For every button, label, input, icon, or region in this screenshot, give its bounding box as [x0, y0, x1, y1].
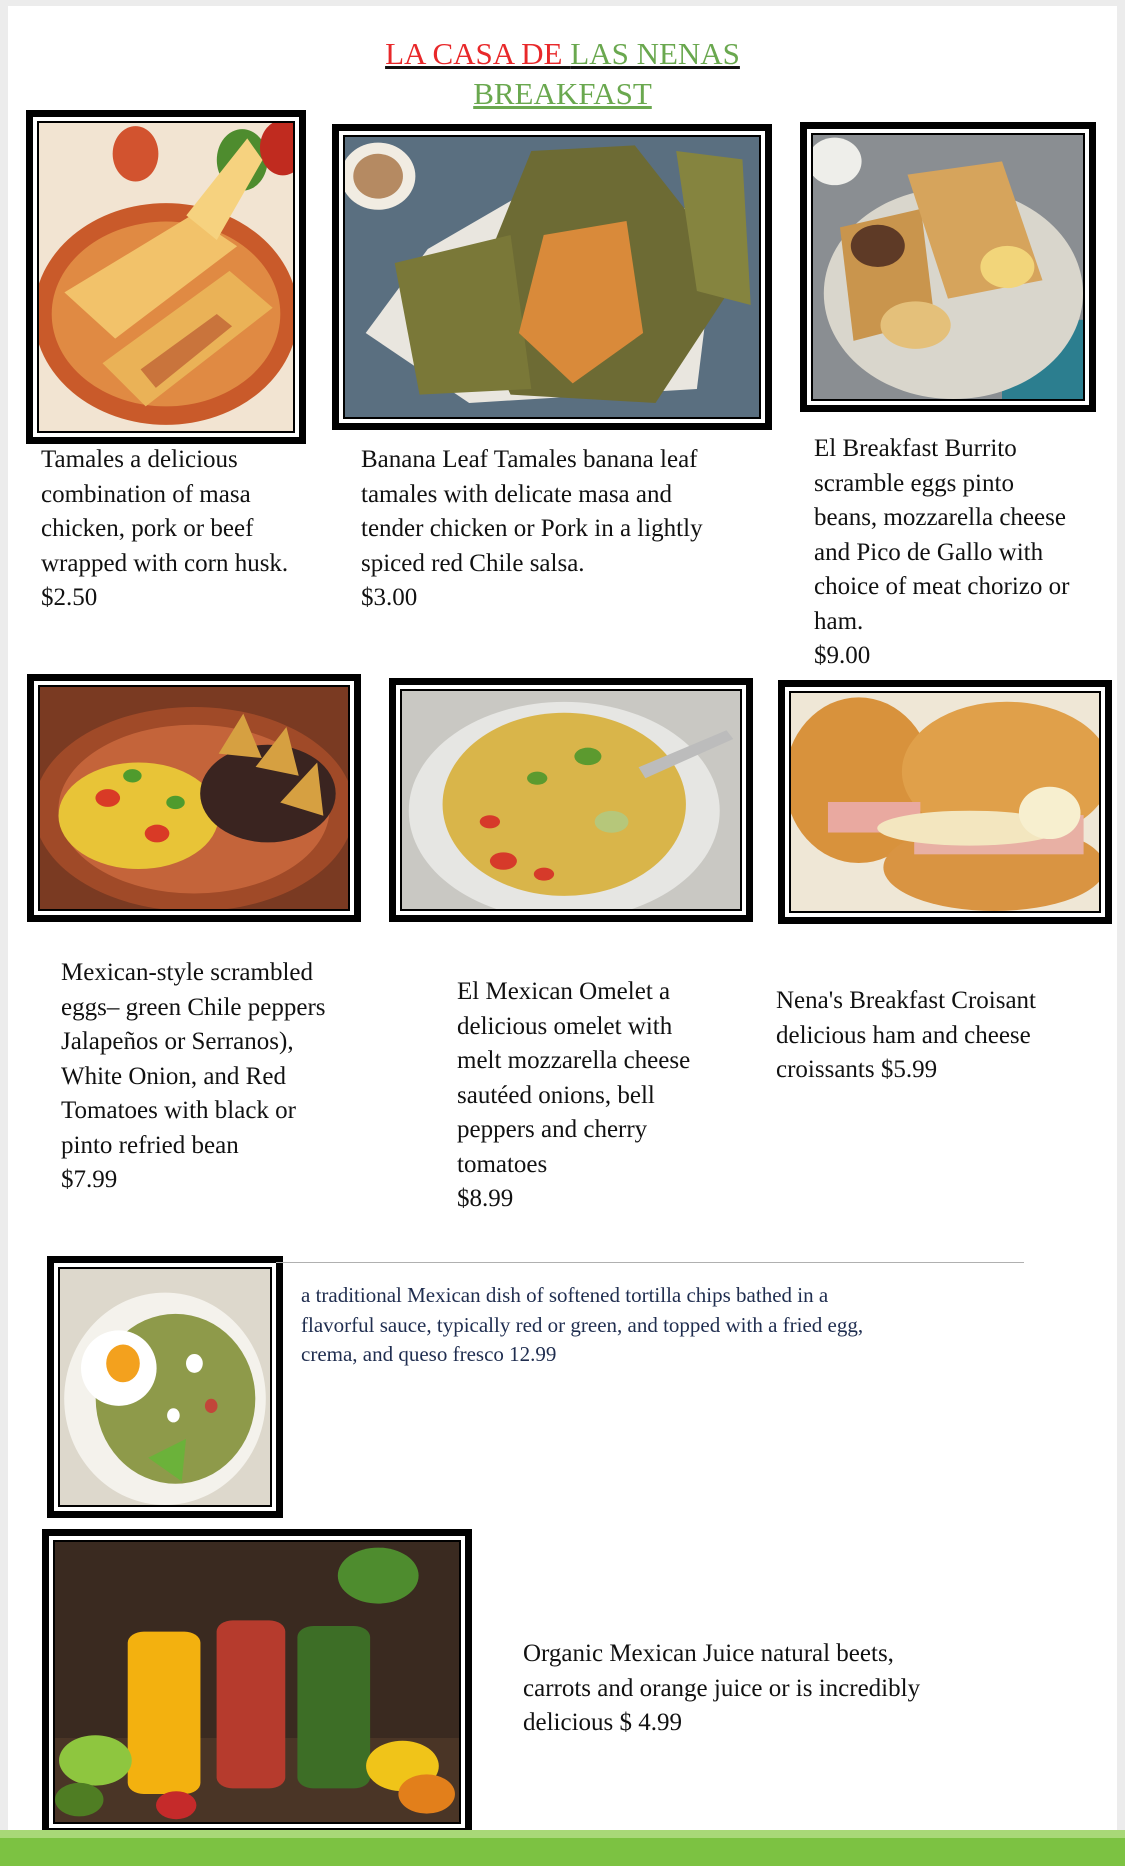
section-divider — [276, 1262, 1024, 1263]
tamales-description — [41, 443, 291, 616]
burrito-price: $9.00 — [814, 642, 871, 669]
croissant-description — [776, 984, 1096, 1088]
burrito-photo-frame — [800, 122, 1096, 412]
menu-page — [8, 6, 1117, 1830]
omelet-photo-frame — [389, 678, 753, 922]
banana-tamales-description — [361, 443, 731, 616]
omelet-price: $8.99 — [457, 1185, 514, 1212]
scrambled-eggs-description — [61, 956, 351, 1198]
title-red-part: LA CASA DE — [385, 36, 571, 71]
scrambled-eggs-photo — [38, 685, 350, 911]
croissant-text: Nena's Breakfast Croisant delicious ham and cheese croissants $5.99 — [776, 987, 1036, 1083]
tamales-photo-frame — [26, 110, 306, 444]
omelet-text: El Mexican Omelet a delicious omelet with melt mozzarella cheese sautéed onions, bell peppers and cherry tomatoes — [457, 978, 691, 1178]
banana-tamales-photo-frame — [332, 124, 772, 430]
tamales-text: Tamales a delicious combination of masa chicken, pork or beef wrapped with corn husk. — [41, 446, 289, 577]
omelet-photo — [400, 689, 742, 911]
menu-subtitle: BREAKFAST — [473, 76, 652, 111]
burrito-text: El Breakfast Burrito scramble eggs pinto beans, mozzarella cheese and Pico de Gallo with choice of meat chorizo or ham. — [814, 435, 1070, 635]
juice-photo — [53, 1540, 461, 1824]
burrito-description — [814, 432, 1080, 674]
banana-tamales-text: Banana Leaf Tamales banana leaf tamales with delicate masa and tender chicken or Pork in a lightly spiced red Chile salsa. — [361, 446, 703, 577]
chilaquiles-photo — [58, 1267, 272, 1507]
title-green-part: LAS NENAS — [570, 36, 740, 71]
juice-photo-frame — [42, 1529, 472, 1835]
tamales-price: $2.50 — [41, 584, 98, 611]
croissant-photo-frame — [778, 680, 1112, 924]
footer-band — [0, 1830, 1125, 1866]
croissant-photo — [789, 691, 1101, 913]
scrambled-eggs-photo-frame — [27, 674, 361, 922]
menu-title — [8, 36, 1117, 72]
banana-tamales-photo — [343, 135, 761, 419]
omelet-description — [457, 975, 722, 1217]
burrito-photo — [811, 133, 1085, 401]
chilaquiles-photo-frame — [47, 1256, 283, 1518]
scrambled-eggs-text: Mexican-style scrambled eggs– green Chile peppers Jalapeños or Serranos), White Onion, and Red Tomatoes with black or pinto refried bean — [61, 959, 326, 1159]
banana-tamales-price: $3.00 — [361, 584, 418, 611]
chilaquiles-description: a traditional Mexican dish of softened tortilla chips bathed in a flavorful sauce, typically red or green, and topped with a fried egg, crema, and queso fresco 12.99 — [301, 1283, 864, 1366]
tamales-photo — [37, 121, 295, 433]
scrambled-eggs-price: $7.99 — [61, 1166, 118, 1193]
juice-description: Organic Mexican Juice natural beets, carrots and orange juice or is incredibly delicious $ 4.99 — [523, 1640, 921, 1736]
